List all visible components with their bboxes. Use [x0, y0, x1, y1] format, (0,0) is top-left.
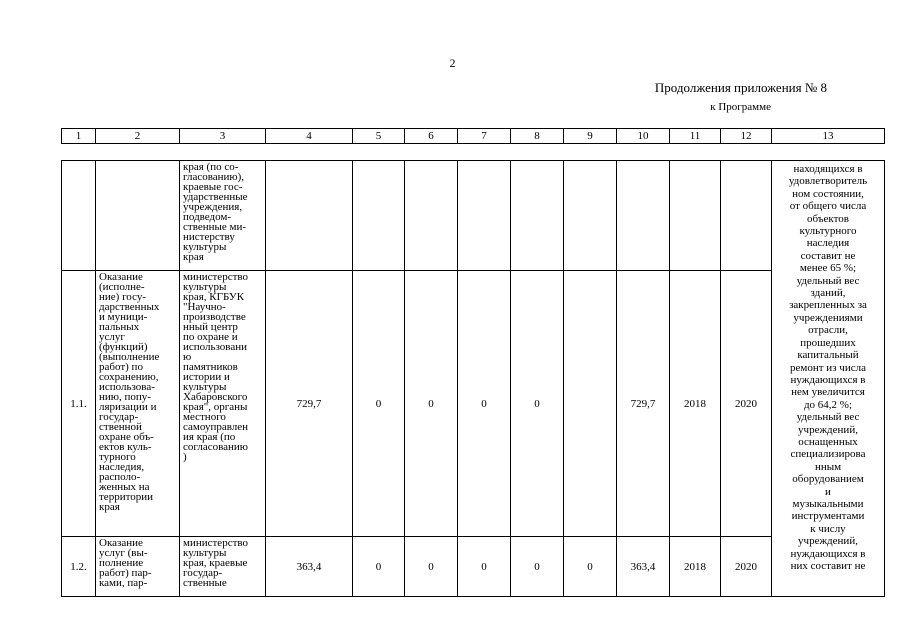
cell-col5: 0	[353, 271, 405, 537]
event-name	[96, 161, 180, 271]
executor: министерство культуры края, КГБУК "Научно- производстве нный центр по охране и использовани ю памятников истории и культуры Хабаровского края", органы местного самоуправлен ия края (по согласованию )	[180, 271, 266, 537]
table-row	[62, 271, 885, 537]
row-number: 1.2.	[62, 537, 96, 597]
event-name: Оказание (исполне- ние) госу- дарственных и муници- пальных услуг (функций) (выполнение работ) по сохранению, использова- нию, попу- ляризации и государ- ственной охране объ- ектов куль- турного наследия, располо- женных на территории края	[96, 271, 180, 537]
table-row	[62, 161, 885, 271]
column-header-7: 7	[458, 129, 511, 144]
indicator-description: находящихся в удовлетворитель ном состоянии, от общего числа объектов культурного наследия составит не менее 65 %; удельный вес зданий, закрепленных за учреждениями отрасли, прошедших капитальный ремонт из числа нуждающихся в нем увеличится до 64,2 %; удельный вес учреждений, оснащенных специализирова нным оборудованием и музыкальными инструментами к числу учреждений, нуждающихся в них составит не	[772, 161, 885, 597]
cell-col11: 2018	[670, 271, 721, 537]
cell-col8: 0	[511, 537, 564, 597]
column-header-5: 5	[353, 129, 405, 144]
page-number: 2	[449, 56, 456, 70]
column-header-8: 8	[511, 129, 564, 144]
cell-col8	[511, 161, 564, 271]
cell-col8: 0	[511, 271, 564, 537]
column-header-11: 11	[670, 129, 721, 144]
column-header-1: 1	[62, 129, 96, 144]
column-header-4: 4	[266, 129, 353, 144]
cell-col6	[405, 161, 458, 271]
cell-col7: 0	[458, 537, 511, 597]
program-subtitle: к Программе	[710, 101, 771, 113]
cell-col5	[353, 161, 405, 271]
row-number: 1.1.	[62, 271, 96, 537]
program-table	[61, 160, 885, 597]
executor: края (по со- гласованию), краевые гос- ударственные учреждения, подведом- ственные ми- нистерству культуры края	[180, 161, 266, 271]
column-header-3: 3	[180, 129, 266, 144]
cell-col4: 363,4	[266, 537, 353, 597]
row-number	[62, 161, 96, 271]
cell-col7	[458, 161, 511, 271]
cell-col12: 2020	[721, 537, 772, 597]
cell-col6: 0	[405, 271, 458, 537]
cell-col10	[617, 161, 670, 271]
executor: министерство культуры края, краевые государ- ственные	[180, 537, 266, 597]
cell-col9: 0	[564, 537, 617, 597]
cell-col10: 729,7	[617, 271, 670, 537]
cell-col11: 2018	[670, 537, 721, 597]
cell-col9	[564, 161, 617, 271]
cell-col4: 729,7	[266, 271, 353, 537]
column-header-13: 13	[772, 129, 885, 144]
continuation-title: Продолжения приложения № 8	[654, 80, 827, 95]
cell-col12	[721, 161, 772, 271]
cell-col6: 0	[405, 537, 458, 597]
cell-col12: 2020	[721, 271, 772, 537]
column-header-10: 10	[617, 129, 670, 144]
cell-col10: 363,4	[617, 537, 670, 597]
table-row	[62, 537, 885, 597]
cell-col4	[266, 161, 353, 271]
column-header-2: 2	[96, 129, 180, 144]
column-header-12: 12	[721, 129, 772, 144]
column-header-9: 9	[564, 129, 617, 144]
cell-col5: 0	[353, 537, 405, 597]
column-number-header	[61, 128, 885, 144]
event-name: Оказание услуг (вы- полнение работ) пар- ками, пар-	[96, 537, 180, 597]
column-header-6: 6	[405, 129, 458, 144]
cell-col7: 0	[458, 271, 511, 537]
cell-col11	[670, 161, 721, 271]
cell-col9	[564, 271, 617, 537]
